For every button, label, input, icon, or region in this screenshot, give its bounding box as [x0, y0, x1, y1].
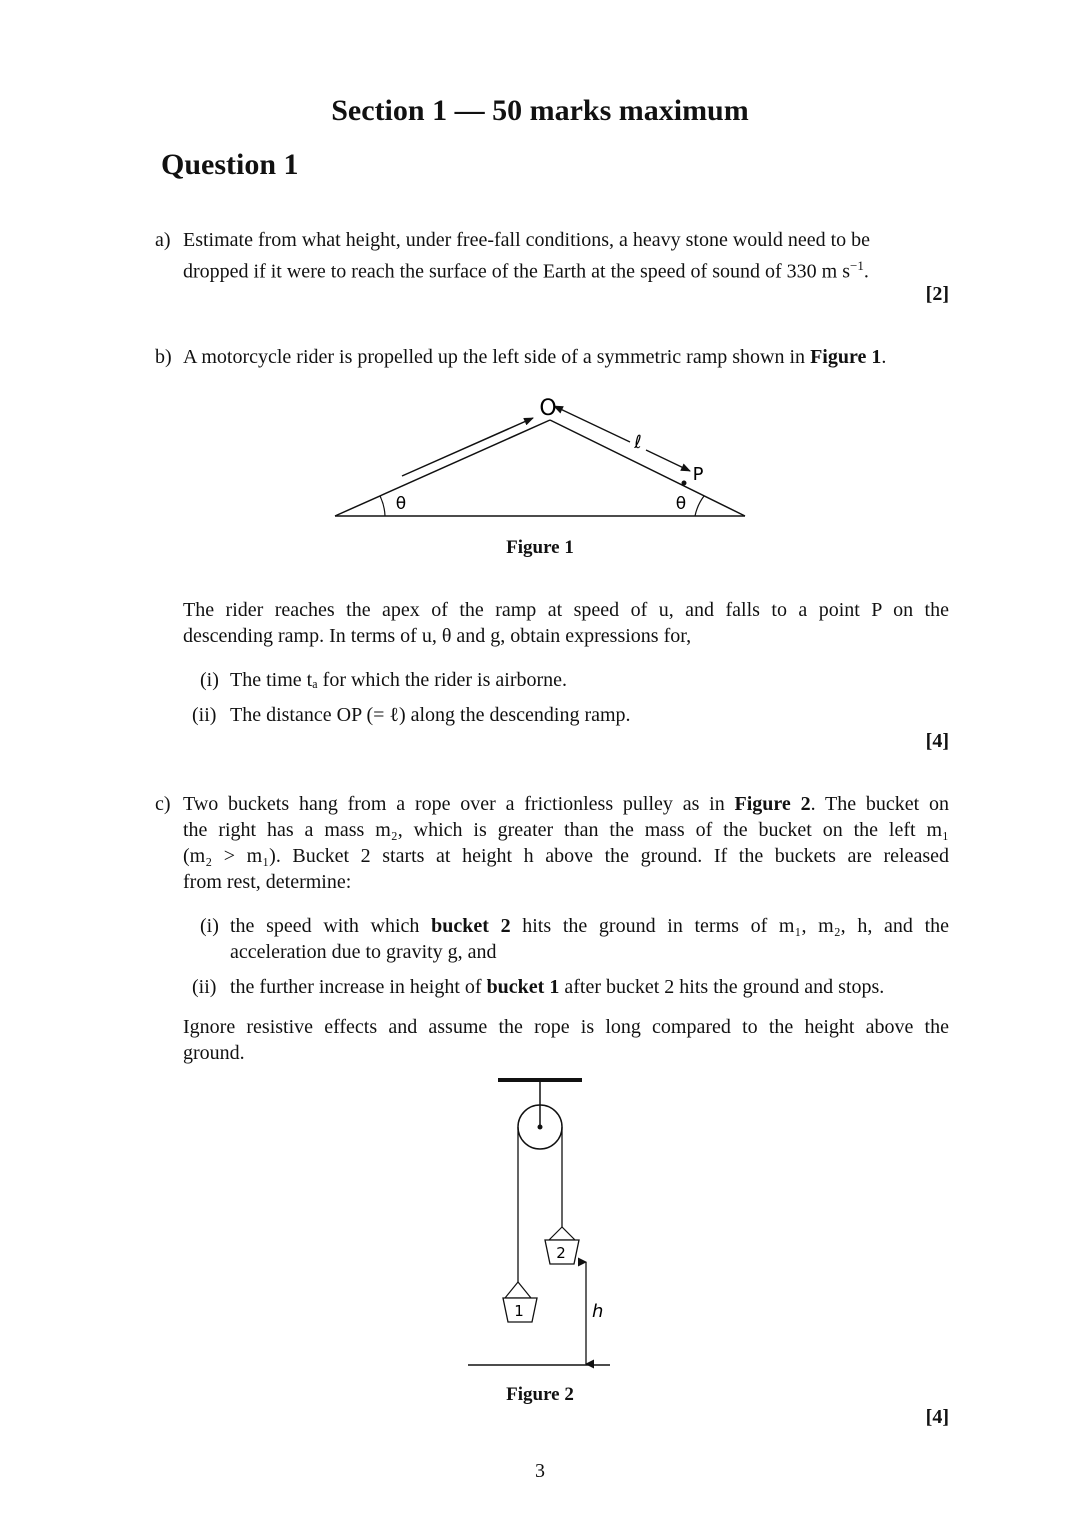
part-a-marks: [2]	[925, 283, 949, 305]
part-c-line-3: (m₂ > m₁). Bucket 2 starts at height h above the ground. If the buckets are released	[183, 845, 949, 867]
part-c-note-line-1: Ignore resistive effects and assume the rope is long compared to the height above the	[183, 1016, 949, 1038]
bucket-1-handle	[505, 1282, 531, 1298]
rider-path-arrow	[402, 418, 533, 476]
part-c-note-line-2: ground.	[183, 1042, 245, 1064]
part-c-item-2-post: after bucket 2 hits the ground and stops.	[559, 976, 885, 998]
part-c-item-2-line	[230, 974, 884, 1000]
apex-label-o: O	[539, 396, 557, 421]
bucket-2-label: 2	[556, 1244, 566, 1262]
length-arrow-up	[554, 406, 630, 442]
ramp-left-side	[335, 420, 550, 516]
part-a-text-line-2	[183, 253, 949, 285]
part-c-item-1-text: the speed with which	[230, 915, 432, 937]
part-b-intro-text: A motorcycle rider is propelled up the left side of a symmetric ramp shown in	[183, 346, 811, 368]
bucket-2-handle	[549, 1227, 575, 1240]
figure-2-pulley-diagram	[460, 1070, 620, 1370]
part-c-item-2-text: the further increase in height of	[230, 976, 487, 998]
point-label-p: P	[692, 464, 704, 485]
bucket-1-label: 1	[514, 1302, 524, 1320]
part-b-item-1-text: The time tₐ for which the rider is airborne.	[230, 669, 568, 691]
part-b-item-2-text: The distance OP (= ℓ) along the descending ramp.	[230, 704, 631, 726]
part-b-intro-end: .	[881, 346, 887, 368]
question-title: Question 1	[161, 148, 299, 181]
figure-2-caption: Figure 2	[506, 1384, 574, 1405]
angle-label-right: θ	[675, 494, 687, 514]
figure-1-ramp-diagram	[330, 390, 750, 525]
part-c-item-2-number: (ii)	[192, 976, 217, 998]
part-b-marks: [4]	[925, 730, 949, 752]
figure-1-caption: Figure 1	[506, 537, 574, 558]
part-c-line-4: from rest, determine:	[183, 871, 352, 893]
part-c-marks: [4]	[925, 1406, 949, 1428]
part-c-item-1-line-2: acceleration due to gravity g, and	[230, 941, 497, 963]
part-c-item-1-post: hits the ground in terms of m₁, m₂, h, and the	[510, 915, 949, 937]
part-c-item-2-bold: bucket 1	[486, 976, 560, 998]
part-c-line-1-end: . The bucket on	[810, 793, 950, 815]
part-c-line-2: the right has a mass m₂, which is greater than the mass of the bucket on the left m₁	[183, 819, 949, 841]
part-c-item-1-bold: bucket 2	[431, 915, 511, 937]
part-a-text-line-1: Estimate from what height, under free-fall conditions, a heavy stone would need to be	[183, 229, 871, 251]
part-c-label: c)	[155, 793, 171, 815]
length-label: ℓ	[634, 432, 642, 453]
part-b-label: b)	[155, 346, 172, 368]
part-a-exponent: −1	[850, 258, 864, 273]
ramp-right-side	[550, 420, 745, 516]
part-a-period: .	[863, 260, 869, 283]
angle-arc-right	[695, 496, 704, 516]
part-c-line-1	[183, 791, 949, 817]
pulley-axle	[538, 1125, 543, 1130]
page-number: 3	[535, 1460, 545, 1482]
part-b-item-1-number: (i)	[200, 669, 219, 691]
part-b-figure-ref: Figure 1	[810, 346, 882, 368]
angle-arc-left	[380, 496, 385, 516]
part-c-item-1-number: (i)	[200, 915, 219, 937]
section-title: Section 1 — 50 marks maximum	[331, 94, 749, 127]
part-b-para-line-2: descending ramp. In terms of u, θ and g, obtain expressions for,	[183, 625, 692, 647]
part-a-text: dropped if it were to reach the surface of the Earth at the speed of sound of 330 m s	[183, 260, 850, 283]
part-a-label: a)	[155, 229, 171, 251]
length-arrow-down	[646, 450, 690, 471]
part-c-item-1-line-1	[230, 913, 949, 939]
part-c-line-1-text: Two buckets hang from a rope over a frictionless pulley as in	[183, 793, 735, 815]
point-p-marker	[682, 481, 687, 486]
part-b-item-2-number: (ii)	[192, 704, 217, 726]
height-label: h	[592, 1301, 604, 1322]
angle-label-left: θ	[395, 494, 407, 514]
part-b-para-line-1: The rider reaches the apex of the ramp at speed of u, and falls to a point P on the	[183, 599, 949, 621]
part-c-figure-ref: Figure 2	[734, 793, 811, 815]
part-b-intro	[183, 344, 886, 370]
